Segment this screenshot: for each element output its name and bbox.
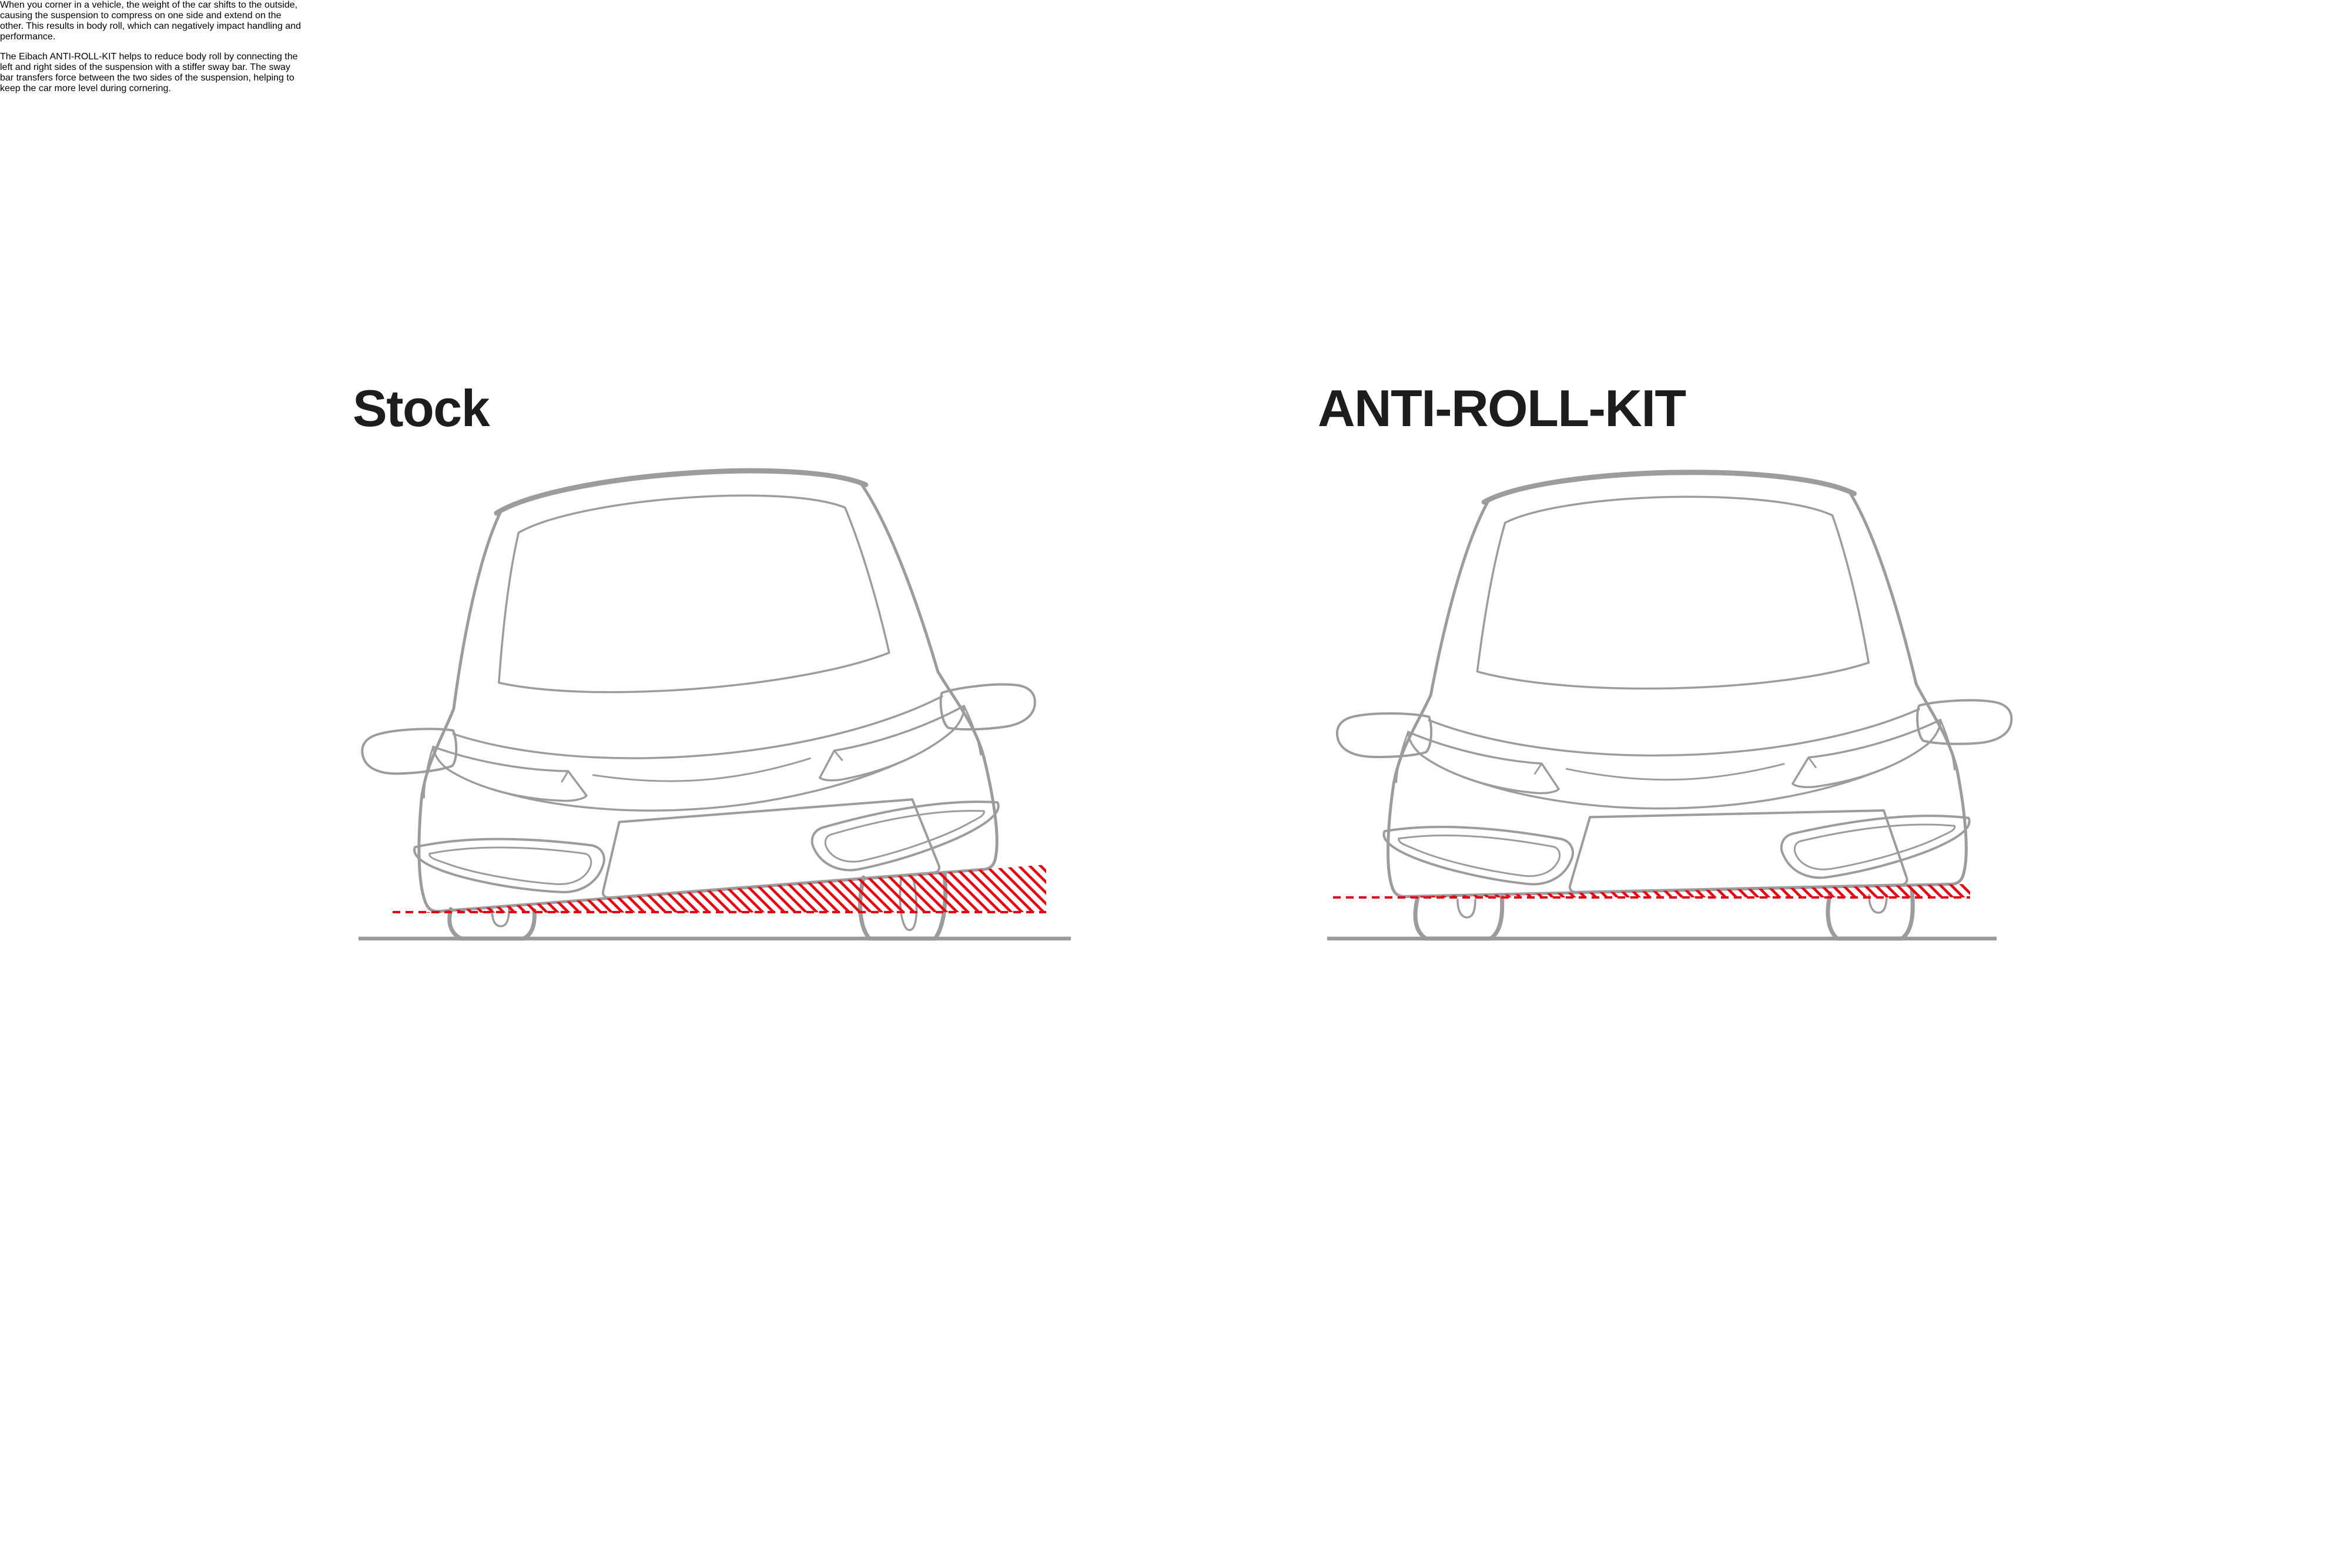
anti-roll-kit-caption-line: left and right sides of the suspension with a stiffer sway bar. The sway — [0, 62, 290, 72]
stock-car-body — [344, 455, 1047, 916]
stock-heading: Stock — [353, 379, 490, 437]
stock-caption-line: performance. — [0, 32, 56, 42]
anti-roll-kit-caption-line: The Eibach ANTI-ROLL-KIT helps to reduce body roll by connecting the — [0, 52, 298, 62]
anti-roll-kit-car-illustration — [1311, 455, 2045, 961]
anti-roll-kit-caption-line: bar transfers force between the two sides of the suspension, helping to — [0, 73, 294, 83]
anti-roll-kit-caption-line: keep the car more level during cornering. — [0, 83, 171, 93]
stock-caption-line: causing the suspension to compress on one side and extend on the — [0, 11, 282, 21]
reduced-roll-hatch-strip — [1393, 884, 1970, 897]
stock-caption-line: other. This results in body roll, which can negatively impact handling and — [0, 21, 301, 31]
stock-car-figure — [344, 455, 1079, 961]
ark-left-tire — [1415, 895, 1502, 939]
stock-car-illustration — [344, 455, 1079, 961]
anti-roll-kit-heading: ANTI-ROLL-KIT — [1318, 379, 1686, 437]
stock-caption-line: When you corner in a vehicle, the weight of the car shifts to the outside, — [0, 0, 298, 10]
anti-roll-kit-car-figure — [1311, 455, 2045, 961]
anti-roll-kit-car-body — [1331, 464, 2015, 898]
ark-left-tire-detail — [1458, 900, 1475, 917]
